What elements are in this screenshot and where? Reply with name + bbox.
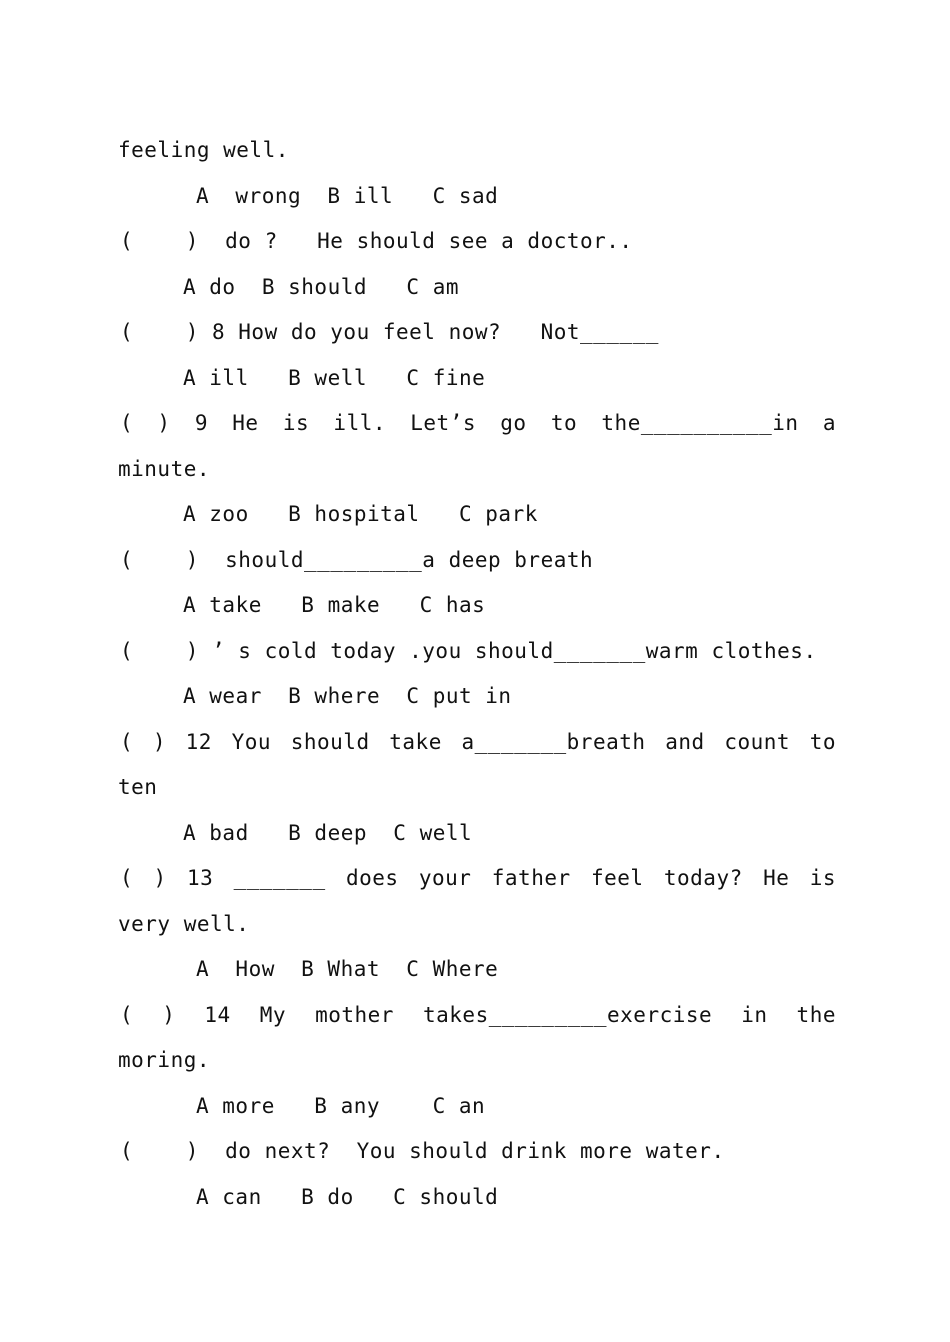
options-line: A can B do C should: [196, 1185, 499, 1209]
options-line: A more B any C an: [196, 1094, 486, 1118]
question-line: ( ) 14 My mother takes_________exercise in the: [120, 1003, 836, 1027]
options-line: A wear B where C put in: [183, 684, 512, 708]
options-line: A take B make C has: [183, 593, 486, 617]
question-line: ( ) 13 _______ does your father feel today? He is: [120, 866, 836, 890]
options-line: A ill B well C fine: [183, 366, 486, 390]
question-line: ( ) 8 How do you feel now? Not______: [120, 320, 659, 344]
question-line: ( ) should_________a deep breath: [120, 548, 594, 572]
text-line: ten: [118, 775, 158, 799]
text-line: moring.: [118, 1048, 211, 1072]
options-line: A do B should C am: [183, 275, 460, 299]
options-line: A bad B deep C well: [183, 821, 473, 845]
text-line: very well.: [118, 912, 250, 936]
question-line: ( ) ’ s cold today .you should_______warm clothes.: [120, 639, 817, 663]
question-line: ( ) do next? You should drink more water.: [120, 1139, 725, 1163]
question-line: ( ) 9 He is ill. Let’s go to the__________in a: [120, 411, 836, 435]
question-line: ( ) 12 You should take a_______breath and count to: [120, 730, 836, 754]
question-line: ( ) do ? He should see a doctor..: [120, 229, 633, 253]
options-line: A wrong B ill C sad: [196, 184, 499, 208]
options-line: A zoo B hospital C park: [183, 502, 538, 526]
options-line: A How B What C Where: [196, 957, 499, 981]
text-line: feeling well.: [118, 138, 289, 162]
text-line: minute.: [118, 457, 211, 481]
